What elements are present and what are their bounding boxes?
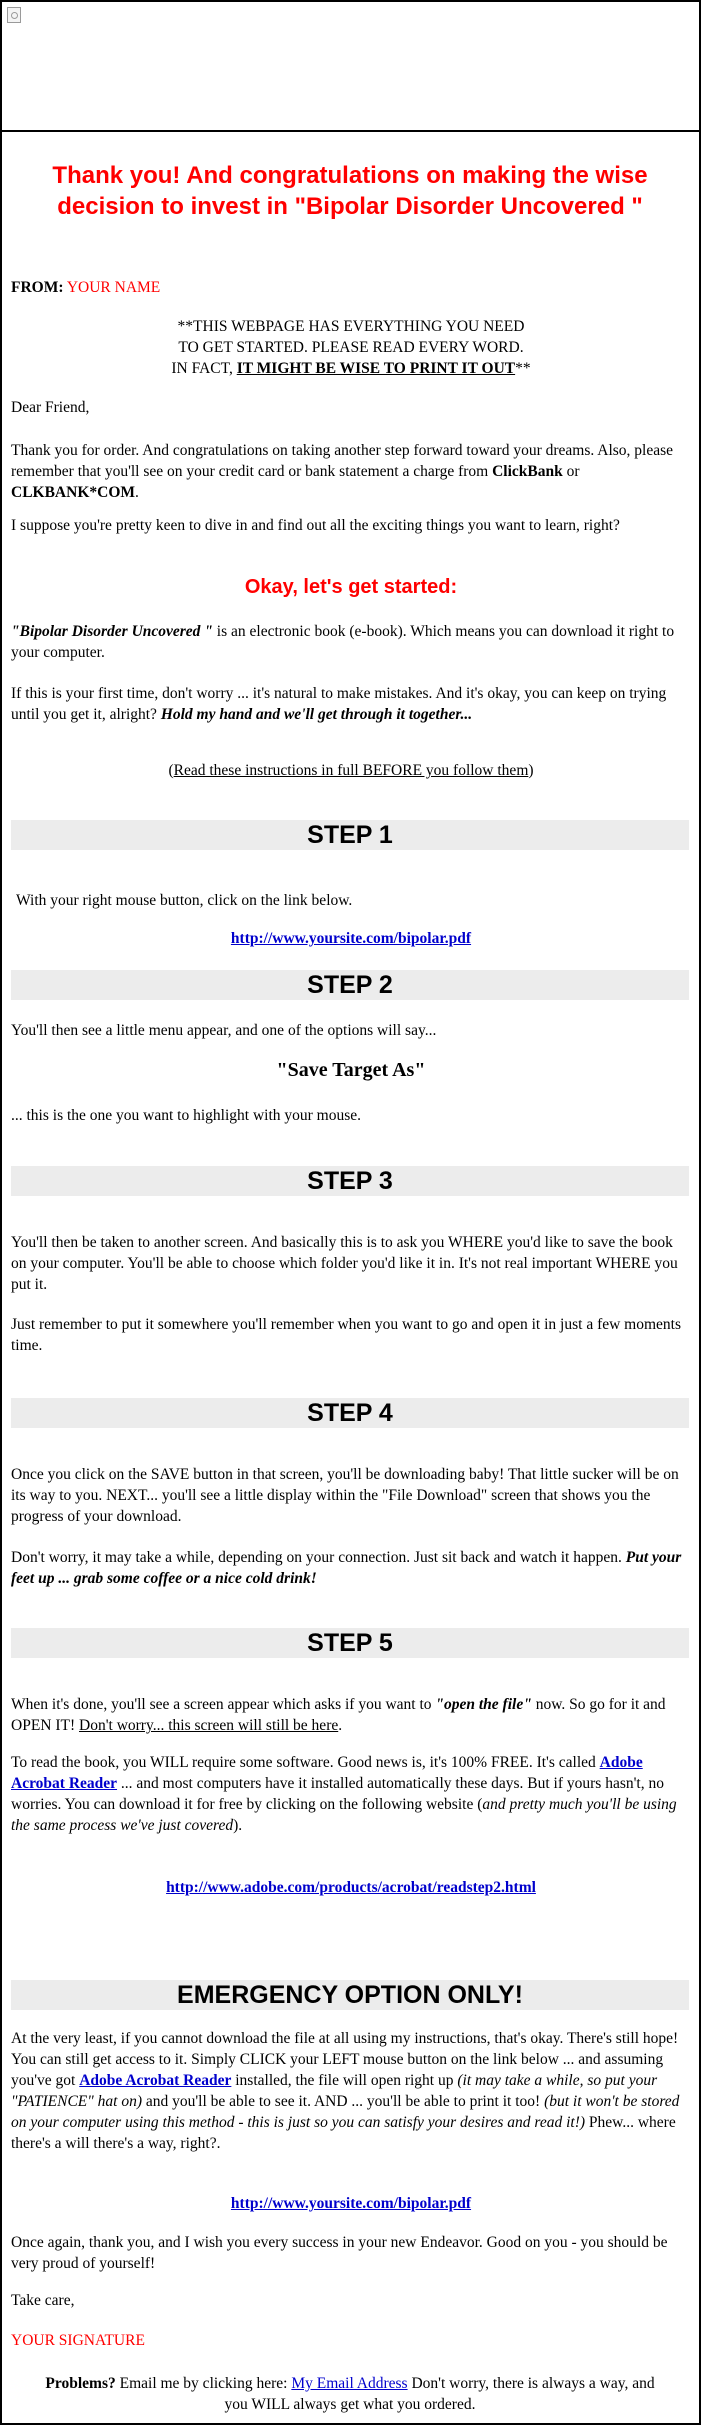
emergency-text-d: Phew... where there's a will there's a way, right?. [11, 2114, 676, 2152]
adobe-link-line [11, 1877, 691, 1898]
step-4-text: Once you click on the SAVE button in that screen, you'll be downloading baby! That little sucker will be on its way to you. NEXT... you'll see a little display within the "File Download" screen that shows you the progress of your download. [11, 1466, 679, 1525]
read-note-close: ) [528, 762, 534, 779]
emergency-text-b: installed, the file will open right up [231, 2072, 458, 2089]
step-2-after: ... this is the one you want to highlight with your mouse. [11, 1107, 362, 1124]
save-target-option: "Save Target As" [276, 1059, 426, 1081]
emergency-link-line [11, 2193, 691, 2214]
step-5-p2-a: To read the book, you WILL require some software. Good news is, it's 100% FREE. It's called [11, 1754, 600, 1771]
read-note [11, 760, 691, 781]
step-1-text: With your right mouse button, click on the link below. [16, 892, 353, 909]
closing-paragraph: Once again, thank you, and I wish you every success in your new Endeavor. Good on you - you should be very proud of yourself! [11, 2234, 668, 2272]
footer-text-b: Don't worry, there is always a way, and you WILL always get what you ordered. [224, 2375, 655, 2413]
step-4-emphasis: Put your feet up ... grab some coffee or a nice cold drink! [11, 1549, 682, 1587]
step-4-text-2 [11, 1547, 691, 1589]
step-4-text-2-plain: Don't worry, it may take a while, depending on your connection. Just sit back and watch it happen. [11, 1549, 626, 1566]
step-2-heading: STEP 2 [11, 970, 689, 1000]
from-line [11, 277, 691, 298]
take-care: Take care, [11, 2292, 75, 2309]
greeting: Dear Friend, [11, 399, 90, 416]
read-note-open: ( [168, 762, 174, 779]
notice-emphasis: IT MIGHT BE WISE TO PRINT IT OUT [236, 360, 516, 377]
intro-text: Thank you for order. And congratulations on taking another step forward toward your dreams. Also, please remember that you'll see on your credit card or bank statement a charge from [11, 442, 674, 480]
step-2-text: You'll then see a little menu appear, and one of the options will say... [11, 1022, 437, 1039]
adobe-download-link[interactable]: http://www.adobe.com/products/acrobat/readstep2.html [166, 1879, 536, 1896]
notice-line-2: TO GET STARTED. PLEASE READ EVERY WORD. [178, 339, 524, 356]
footer-problems [40, 2373, 660, 2415]
footer-text-a: Email me by clicking here: [115, 2375, 292, 2392]
step-5-paragraph-1 [11, 1694, 691, 1736]
emergency-heading: EMERGENCY OPTION ONLY! [11, 1980, 689, 2010]
step-5-p2-italic: and pretty much you'll be using the same process we've just covered [11, 1796, 677, 1834]
step-5-p1-b: now. So go for it and OPEN IT! [11, 1696, 666, 1734]
step-5-p2-end: ). [233, 1817, 243, 1834]
intro-end: . [135, 484, 139, 501]
brand-clickbank: ClickBank [492, 463, 563, 480]
ebook-desc: is an electronic book (e-book). Which means you can download it right to your computer. [11, 623, 675, 661]
step-3-text: You'll then be taken to another screen. And basically this is to ask you WHERE you'd like to save the book on your computer. You'll be able to choose which folder you'd like it in. It's not real important WHERE you put it. [11, 1234, 678, 1293]
page-title: Thank you! And congratulations on making the wise decision to invest in "Bipolar Disorder Uncovered " [52, 162, 648, 220]
emergency-download-link[interactable]: http://www.yoursite.com/bipolar.pdf [230, 2195, 472, 2212]
read-note-text: Read these instructions in full BEFORE you follow them [173, 762, 529, 779]
emergency-paragraph [11, 2028, 691, 2154]
open-file-emphasis: "open the file" [435, 1696, 532, 1713]
emergency-text-c: and you'll be able to see it. AND ... you'll be able to print it too! [142, 2093, 545, 2110]
step-3-text-2: Just remember to put it somewhere you'll remember when you want to go and open it in just a few moments time. [11, 1316, 682, 1354]
problems-label: Problems? [45, 2375, 116, 2392]
email-link[interactable]: My Email Address [291, 2375, 408, 2392]
banner-placeholder [2, 2, 699, 132]
step-3-heading: STEP 3 [11, 1166, 689, 1196]
signature: YOUR SIGNATURE [11, 2332, 145, 2349]
first-time-text: If this is your first time, don't worry ... it's natural to make mistakes. And it's okay, you can keep on trying until you get it, alright? [11, 685, 667, 723]
notice-line-3 [11, 358, 691, 379]
ebook-title: "Bipolar Disorder Uncovered " [11, 623, 213, 640]
step-1-heading: STEP 1 [11, 820, 689, 850]
emergency-adobe-link[interactable]: Adobe Acrobat Reader [79, 2072, 232, 2089]
emergency-italic-2: (but it won't be stored on your computer using this method - this is just so you can satisfy your desires and read it!) [11, 2093, 680, 2131]
step-5-p1-a: When it's done, you'll see a screen appear which asks if you want to [11, 1696, 436, 1713]
first-time-emphasis: Hold my hand and we'll get through it together... [160, 706, 473, 723]
notice-prefix: IN FACT, [171, 360, 237, 377]
download-link[interactable]: http://www.yoursite.com/bipolar.pdf [230, 930, 472, 947]
notice-suffix: ** [515, 360, 531, 377]
step-4-heading: STEP 4 [11, 1398, 689, 1428]
adobe-reader-link[interactable]: Adobe Acrobat Reader [11, 1754, 643, 1792]
notice-line-1: **THIS WEBPAGE HAS EVERYTHING YOU NEED [177, 318, 525, 335]
first-time-paragraph [11, 683, 691, 725]
from-name: YOUR NAME [66, 279, 161, 296]
from-label: FROM: [11, 279, 64, 296]
keen-paragraph: I suppose you're pretty keen to dive in and find out all the exciting things you want to learn, right? [11, 517, 620, 534]
intro-or: or [562, 463, 580, 480]
broken-image-icon [7, 7, 21, 23]
step-1-link-line [11, 928, 691, 949]
get-started-heading: Okay, let's get started: [244, 576, 458, 598]
ebook-paragraph [11, 621, 691, 663]
emergency-italic-1: (it may take a while, so put your "PATIENCE" hat on) [11, 2072, 658, 2110]
still-here-note: Don't worry... this screen will still be here [79, 1717, 339, 1734]
step-5-paragraph-2 [11, 1752, 691, 1836]
step-5-p2-b: ... and most computers have it installed automatically these days. But if yours hasn't, no worries. You can download it for free by clicking on the following website ( [11, 1775, 664, 1813]
step-5-heading: STEP 5 [11, 1628, 689, 1658]
step-5-p1-end: . [338, 1717, 343, 1734]
brand-clkbank: CLKBANK*COM [11, 484, 135, 501]
emergency-text-a: At the very least, if you cannot download the file at all using my instructions, that's okay. There's still hope! You can still get access to it. Simply CLICK your LEFT mouse button on the link below ... and assuming you've got [11, 2030, 679, 2089]
notice-block [11, 316, 691, 379]
intro-paragraph [11, 440, 691, 503]
